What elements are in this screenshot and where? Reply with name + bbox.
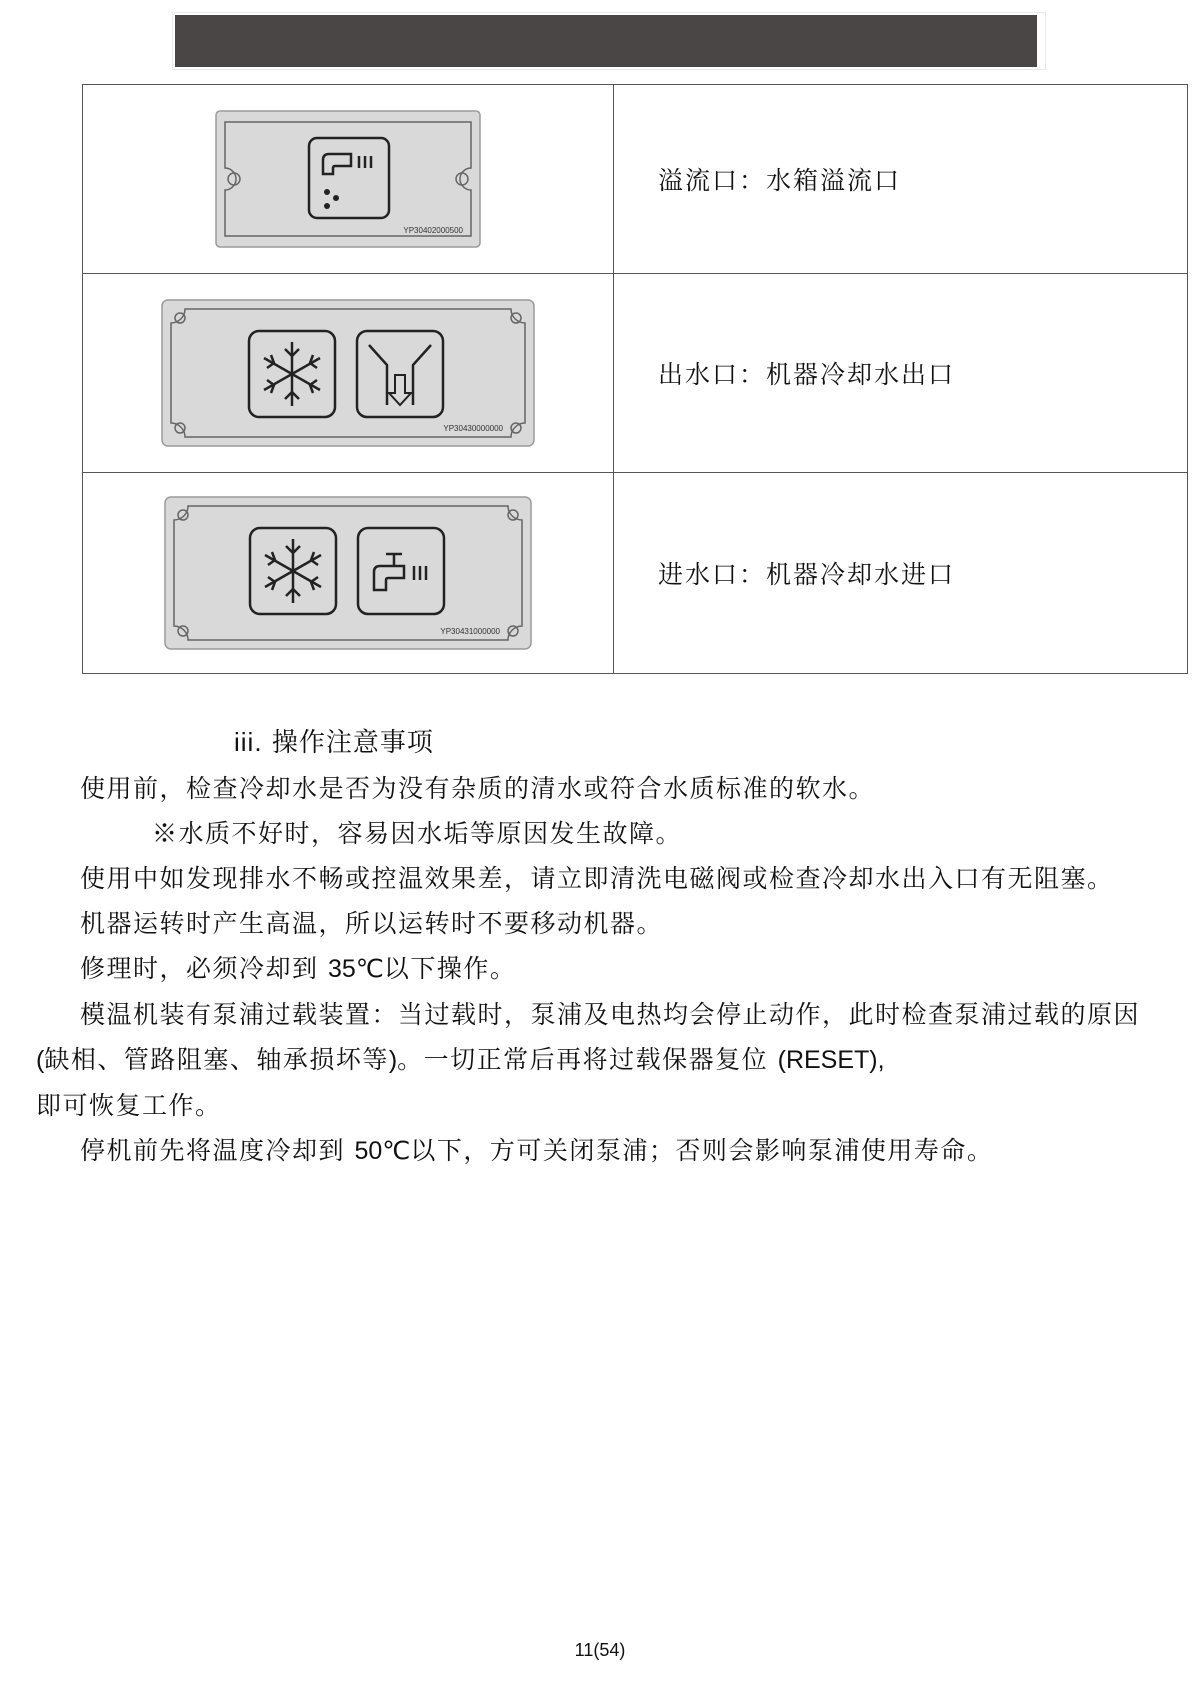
plate-cell — [83, 85, 614, 274]
text: 停机前先将温度冷却到 — [80, 1136, 355, 1165]
label-table — [82, 84, 1188, 674]
instructions-body — [36, 766, 1166, 1174]
paragraph-shutdown — [36, 1128, 1166, 1174]
overflow-plate — [215, 110, 481, 248]
outlet-plate — [161, 299, 535, 447]
temperature-value: 50℃ — [354, 1137, 411, 1165]
text: ) — [388, 1046, 398, 1074]
text: 以下操作。 — [383, 954, 517, 983]
paragraph-high-temp: 机器运转时产生高温，所以运转时不要移动机器。 — [80, 909, 664, 938]
paragraph-overload — [36, 992, 1166, 1128]
plate-code: YP30402000500 — [403, 226, 463, 235]
paragraph-repair — [36, 946, 1166, 992]
text: 即可恢复工作。 — [36, 1091, 222, 1120]
header-fill — [175, 15, 1037, 67]
text: 。一切正常后再将过载保器复位 — [397, 1045, 778, 1074]
text: 模温机装有泵浦过载装置：当过载时，泵浦及电热均会停止动作，此时检查泵浦过载的原因 — [80, 1000, 1141, 1029]
temperature-value: 35℃ — [327, 955, 384, 983]
text: 以下，方可关闭泵浦；否则会影响泵浦使用寿命。 — [410, 1136, 994, 1165]
row-description: 出水口：机器冷却水出口 — [614, 274, 1188, 473]
text: ( — [36, 1046, 45, 1074]
paragraph-drainage: 使用中如发现排水不畅或控温效果差，请立即清洗电磁阀或检查冷却水出入口有无阻塞。 — [80, 864, 1114, 893]
table-row — [83, 473, 1188, 674]
inlet-plate — [164, 496, 532, 650]
plate-code: YP30431000000 — [440, 627, 500, 636]
section-title: 操作注意事项 — [271, 728, 434, 758]
row-description: 溢流口：水箱溢流口 — [614, 85, 1188, 274]
section-heading — [234, 722, 434, 759]
section-number: iii. — [234, 727, 263, 757]
plate-code: YP30430000000 — [443, 424, 503, 433]
table-row — [83, 274, 1188, 473]
plate-cell — [83, 274, 614, 473]
reset-label: (RESET), — [777, 1046, 885, 1074]
text: 修理时，必须冷却到 — [80, 954, 328, 983]
paragraph-water-quality-note: ※水质不好时，容易因水垢等原因发生故障。 — [152, 819, 683, 848]
text: 缺相、管路阻塞、轴承损坏等 — [44, 1045, 389, 1074]
row-description: 进水口：机器冷却水进口 — [614, 473, 1188, 674]
page-number: 11(54) — [574, 1640, 626, 1660]
paragraph-check-water: 使用前，检查冷却水是否为没有杂质的清水或符合水质标准的软水。 — [80, 774, 876, 803]
plate-cell — [83, 473, 614, 674]
page-header-bar — [172, 12, 1046, 70]
table-row — [83, 85, 1188, 274]
